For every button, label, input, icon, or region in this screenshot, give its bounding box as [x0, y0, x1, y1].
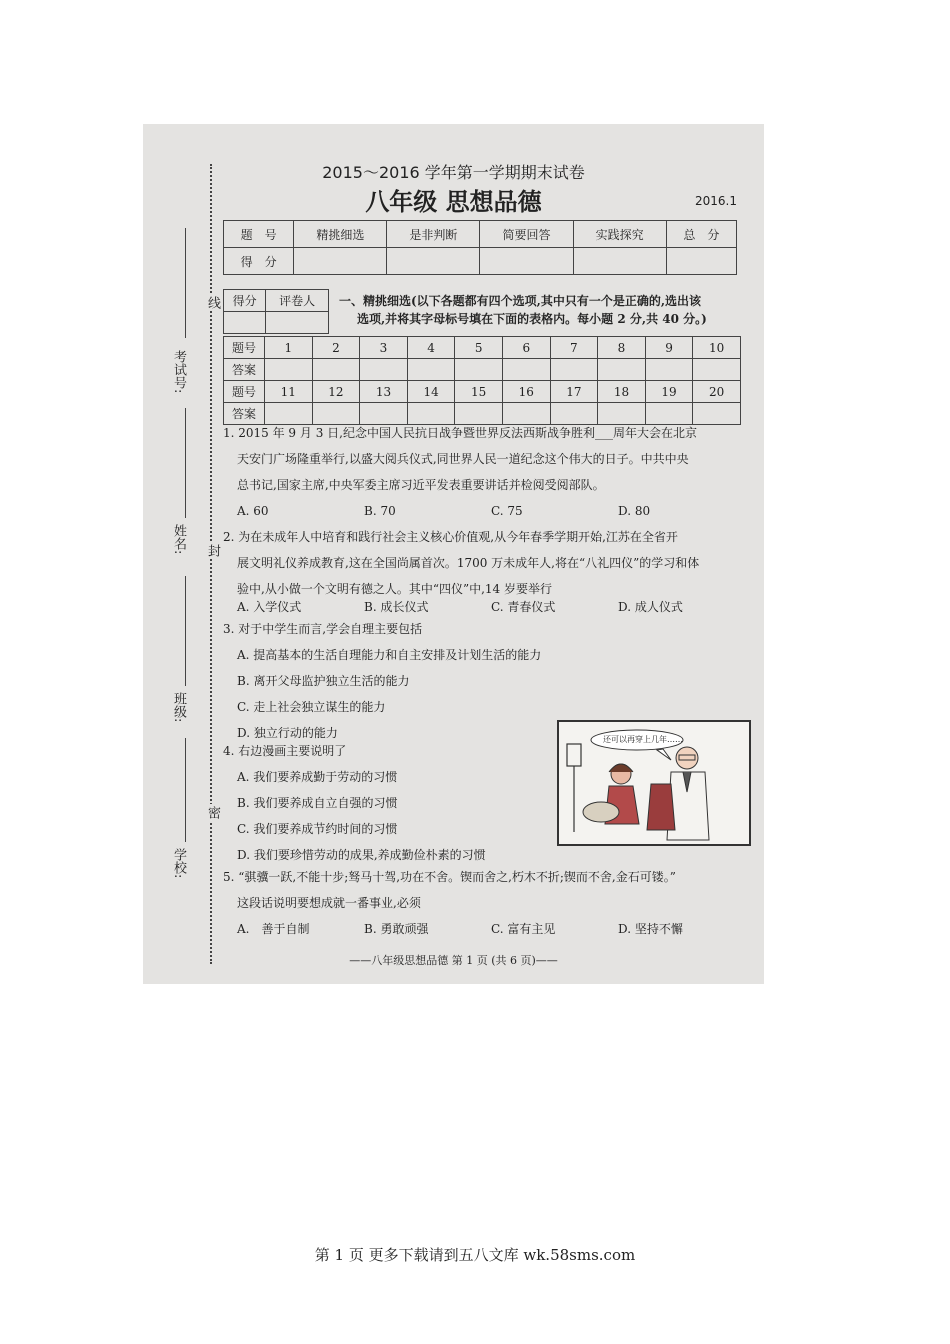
grader-name-label: 评卷人 — [266, 290, 329, 312]
option-d: D. 独立行动的能力 — [237, 726, 338, 740]
question-1 — [223, 420, 697, 498]
exam-subtitle: 八年级 思想品德 — [365, 188, 542, 216]
grader-name-cell[interactable] — [266, 312, 329, 334]
answer-grid-num: 13 — [360, 381, 408, 403]
question-text: 5. “骐骥一跃,不能十步;驽马十驾,功在不舍。锲而舍之,朽木不折;锲而不舍,金石可镂。” — [223, 870, 676, 884]
answer-cell[interactable] — [360, 359, 408, 381]
score-cell[interactable] — [573, 248, 666, 275]
score-table — [223, 220, 737, 275]
exam-scan — [143, 124, 764, 984]
answer-grid-num: 17 — [550, 381, 598, 403]
question-text: 2. 为在未成年人中培育和践行社会主义核心价值观,从今年春季学期开始,江苏在全省开 — [223, 530, 678, 544]
answer-grid-num: 7 — [550, 337, 598, 359]
question-text: 验中,从小做一个文明有德之人。其中“四仪”中,14 岁要举行 — [237, 582, 552, 596]
name-underline — [185, 408, 186, 518]
answer-grid-num: 6 — [502, 337, 550, 359]
option-d: D. 我们要珍惜劳动的成果,养成勤俭朴素的习惯 — [237, 848, 486, 862]
answer-cell[interactable] — [455, 359, 503, 381]
answer-grid-num-label: 题号 — [224, 337, 265, 359]
answer-grid-num: 12 — [312, 381, 360, 403]
answer-grid-num: 8 — [598, 337, 646, 359]
binding-mark-xian: 线 — [205, 296, 220, 309]
answer-cell[interactable] — [693, 403, 741, 425]
option-d: D. 80 — [618, 504, 651, 518]
answer-grid-num: 18 — [598, 381, 646, 403]
score-table-header: 精挑细选 — [294, 221, 387, 248]
option-b: B. 成长仪式 — [364, 600, 429, 614]
answer-grid-ans-label: 答案 — [224, 403, 265, 425]
school-underline — [185, 738, 186, 842]
answer-cell[interactable] — [502, 359, 550, 381]
question-text: 天安门广场隆重举行,以盛大阅兵仪式,同世界人民一道纪念这个伟大的日子。中共中央 — [237, 452, 689, 466]
grader-score-cell[interactable] — [224, 312, 266, 334]
binding-mark-feng: 封 — [205, 544, 220, 557]
answer-grid-num: 20 — [693, 381, 741, 403]
option-c: C. 青春仪式 — [491, 600, 556, 614]
answer-cell[interactable] — [693, 359, 741, 381]
question-text: 这段话说明要想成就一番事业,必须 — [237, 896, 421, 910]
score-cell[interactable] — [666, 248, 736, 275]
option-a: A. 我们要养成勤于劳动的习惯 — [237, 770, 398, 784]
section1-heading-line2: 选项,并将其字母标号填在下面的表格内。每小题 2 分,共 40 分。) — [357, 312, 707, 326]
option-a: A. 提高基本的生活自理能力和自主安排及计划生活的能力 — [237, 648, 542, 662]
option-c: C. 走上社会独立谋生的能力 — [237, 700, 386, 714]
question-5 — [223, 864, 676, 916]
school-label: 学校: — [171, 848, 186, 879]
option-a: A. 善于自制 — [237, 922, 310, 936]
answer-grid-num-label: 题号 — [224, 381, 265, 403]
cartoon-bubble-text: 还可以再穿上几年…… — [603, 735, 683, 744]
answer-cell[interactable] — [407, 359, 455, 381]
question-5-options — [237, 916, 737, 942]
score-cell[interactable] — [387, 248, 480, 275]
answer-grid — [223, 336, 741, 425]
grader-box — [223, 289, 329, 334]
answer-grid-num: 11 — [265, 381, 313, 403]
option-b: B. 70 — [364, 504, 396, 518]
question-text: 4. 右边漫画主要说明了 — [223, 744, 347, 758]
answer-cell[interactable] — [550, 359, 598, 381]
class-underline — [185, 576, 186, 686]
answer-grid-num: 15 — [455, 381, 503, 403]
answer-grid-num: 9 — [645, 337, 693, 359]
option-b: B. 勇敢顽强 — [364, 922, 429, 936]
option-c: C. 富有主见 — [491, 922, 556, 936]
answer-grid-num: 2 — [312, 337, 360, 359]
answer-grid-num: 19 — [645, 381, 693, 403]
class-label: 班级: — [171, 692, 186, 723]
option-d: D. 坚持不懈 — [618, 922, 683, 936]
answer-grid-ans-label: 答案 — [224, 359, 265, 381]
exam-number-underline — [185, 228, 186, 338]
answer-grid-num: 4 — [407, 337, 455, 359]
option-b: B. 我们要养成自立自强的习惯 — [237, 796, 398, 810]
answer-grid-num: 5 — [455, 337, 503, 359]
exam-title: 2015～2016 学年第一学期期末试卷 — [322, 163, 585, 182]
question-text: 3. 对于中学生而言,学会自理主要包括 — [223, 622, 423, 636]
paper-page-footer: ——八年级思想品德 第 1 页 (共 6 页)—— — [349, 954, 558, 967]
option-a: A. 入学仪式 — [237, 600, 302, 614]
option-a: A. 60 — [237, 504, 269, 518]
section1-heading: 一、精挑细选(以下各题都有四个选项,其中只有一个是正确的,选出该 — [339, 294, 702, 308]
answer-cell[interactable] — [598, 359, 646, 381]
option-b: B. 离开父母监护独立生活的能力 — [237, 674, 410, 688]
name-label: 姓名: — [171, 524, 186, 555]
answer-grid-num: 3 — [360, 337, 408, 359]
grader-score-label: 得分 — [224, 290, 266, 312]
answer-cell[interactable] — [312, 359, 360, 381]
score-table-header: 简要回答 — [480, 221, 573, 248]
page-footer: 第 1 页 更多下载请到五八文库 wk.58sms.com — [314, 1246, 636, 1264]
score-cell[interactable] — [480, 248, 573, 275]
score-table-header: 实践探究 — [573, 221, 666, 248]
option-c: C. 我们要养成节约时间的习惯 — [237, 822, 398, 836]
question-1-options — [237, 498, 737, 524]
question-text: 展文明礼仪养成教育,这在全国尚属首次。1700 万未成年人,将在“八礼四仪”的学习和体 — [237, 556, 700, 570]
exam-number-label: 考试号: — [171, 350, 186, 394]
binding-dotted-line — [210, 164, 212, 964]
answer-cell[interactable] — [645, 359, 693, 381]
score-table-header: 题 号 — [224, 221, 294, 248]
answer-grid-num: 14 — [407, 381, 455, 403]
score-row-label: 得 分 — [224, 248, 294, 275]
option-d: D. 成人仪式 — [618, 600, 683, 614]
answer-cell[interactable] — [265, 359, 313, 381]
question-text: 总书记,国家主席,中央军委主席习近平发表重要讲话并检阅受阅部队。 — [237, 478, 605, 492]
score-table-header: 总 分 — [666, 221, 736, 248]
score-table-header: 是非判断 — [387, 221, 480, 248]
score-cell[interactable] — [294, 248, 387, 275]
question-4 — [223, 738, 486, 868]
binding-mark-mi: 密 — [205, 806, 220, 819]
answer-grid-num: 1 — [265, 337, 313, 359]
question-2 — [223, 524, 699, 602]
question-text: 1. 2015 年 9 月 3 日,纪念中国人民抗日战争暨世界反法西斯战争胜利___周年大会在北京 — [223, 426, 697, 440]
answer-grid-num: 10 — [693, 337, 741, 359]
exam-date: 2016.1 — [695, 194, 737, 208]
question-3 — [223, 616, 541, 746]
answer-grid-num: 16 — [502, 381, 550, 403]
option-c: C. 75 — [491, 504, 523, 518]
cartoon-image — [557, 720, 751, 846]
